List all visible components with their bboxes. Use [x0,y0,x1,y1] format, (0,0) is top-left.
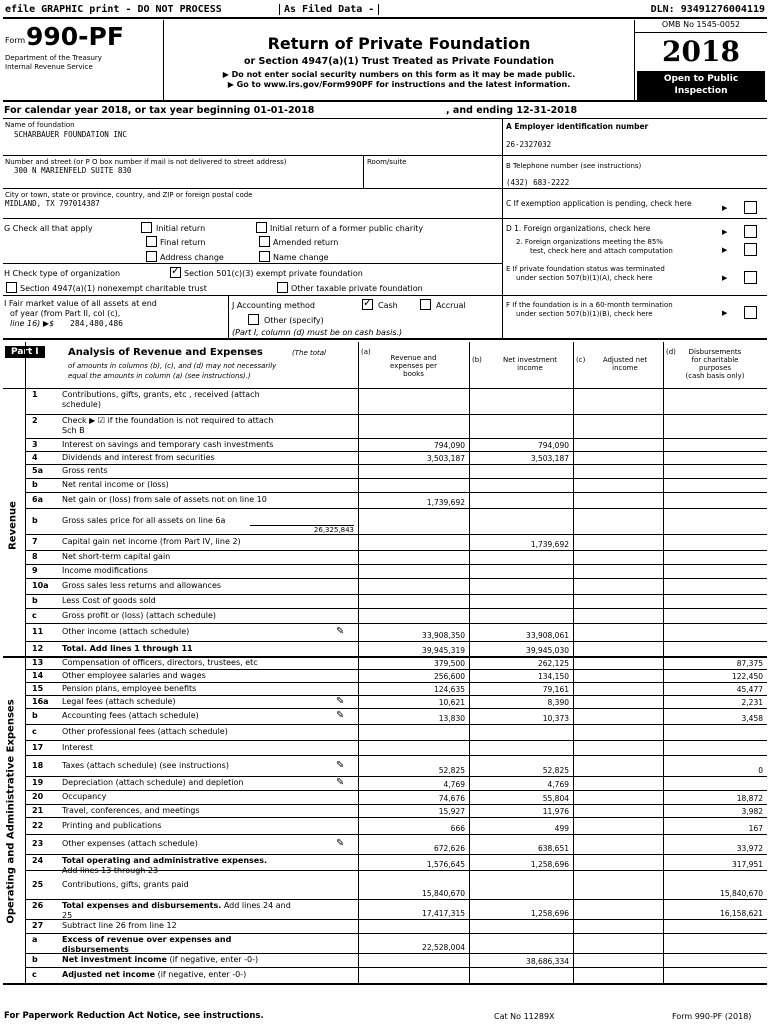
arrow-icon: ▶ [722,204,728,212]
col-b-value: 10,373 [542,714,569,723]
ein-label: A Employer identification number [506,122,649,131]
arrow-icon: ▶ [722,274,728,282]
line-number: 18 [32,760,44,770]
line-number: 4 [32,452,38,462]
initial-former-checkbox[interactable] [256,222,267,233]
row-label [62,495,267,504]
cash-checkbox[interactable] [362,299,373,310]
footer-notice: For Paperwork Reduction Act Notice, see instructions. [4,1011,264,1021]
row-label [62,792,106,801]
col-d-value: 122,450 [731,672,763,681]
other-method-checkbox[interactable] [248,314,259,325]
col-c-label: Adjusted net income [602,356,648,372]
part1-title: Analysis of Revenue and Expenses [68,347,263,358]
line-number: 24 [32,856,44,865]
i-label-2: of year (from Part II, col (c), [10,309,121,318]
phone-label: B Telephone number (see instructions) [506,162,642,170]
col-b-label: Net investment income [502,356,558,372]
col-d-header [663,342,767,388]
row-label-text: Subtract line 26 from line 12 [62,921,177,930]
row-label [62,697,176,706]
row-label-extra: (if negative, enter -0-) [155,970,247,979]
col-c-tag: (c) [576,356,586,364]
part1-note-2: of amounts in columns (b), (c), and (d) may not necessarily [68,362,277,370]
cash-label: Cash [378,301,398,310]
line-number: b [32,711,38,720]
irs-link-note[interactable]: ▶ Go to www.irs.gov/Form990PF for instructions and the latest information. [227,80,571,89]
arrow-icon: ▶ [722,309,728,317]
h-label: H Check type of organization [4,269,121,278]
col-a-value: 794,090 [433,441,465,450]
expenses-side-label: Operating and Administrative Expenses [5,699,17,924]
col-d-value: 317,951 [731,860,763,869]
row-label [62,596,156,605]
row-label-text: Gross sales price for all assets on line 6a [62,516,226,525]
row-label-text: Accounting fees (attach schedule) [62,711,199,720]
col-d-value: 18,872 [736,794,763,803]
col-a-value: 1,576,645 [426,860,465,869]
g-label: G Check all that apply [4,224,93,233]
row-label-text: Adjusted net income [62,970,156,979]
form-id-block [3,20,163,100]
row-label-text: Capital gain net income (from Part IV, line 2) [62,537,241,546]
col-a-value: 33,908,350 [422,631,465,640]
calendar-year: For calendar year 2018, or tax year beginning 01-01-2018 [4,105,315,116]
row-label-text: Check ▶ ☑ if the foundation is not required to attach [62,416,274,425]
col-b-value: 39,945,030 [526,646,569,655]
row-label-text: Pension plans, employee benefits [62,683,197,693]
col-b-value: 262,125 [537,659,569,668]
line-number: 27 [32,921,44,930]
table-bottom-line [3,983,767,985]
row-label-text: Net investment income [62,955,167,964]
c-exemption-pending: C If exemption application is pending, check here [506,199,692,208]
irs-label: Internal Revenue Service [5,63,93,71]
col-a-value: 15,927 [438,807,465,816]
name-change-checkbox[interactable] [259,251,270,262]
col-b-tag: (b) [472,356,482,364]
initial-return-label: Initial return [156,224,206,233]
h-other-checkbox[interactable] [277,282,288,293]
footer-form: Form 990-PF (2018) [672,1012,752,1021]
row-label-line2: disbursements [62,945,129,954]
row-label [62,856,267,865]
row-label [62,516,225,525]
col-d-value: 3,458 [741,714,763,723]
ssn-note: ▶ Do not enter social security numbers on this form as it may be made public. [222,70,576,79]
j-note: (Part I, column (d) must be on cash basis.) [232,328,403,337]
line-number: c [32,727,37,736]
row-label [62,711,199,720]
col-b-value: 1,258,696 [530,909,569,918]
e-label-2: under section 507(b)(1)(A), check here [516,274,653,282]
line-number: 14 [32,670,44,680]
row-label [62,743,93,752]
year-block [635,20,767,100]
row-label [62,821,161,830]
row-label [62,901,291,910]
row-label [62,453,215,462]
dept-treasury: Department of the Treasury [5,54,102,62]
row-label [62,566,148,575]
col-a-value: 10,621 [438,698,465,707]
line-number: 12 [32,643,44,653]
amended-return-label: Amended return [273,238,339,247]
line-number: a [32,935,38,944]
row-label [62,611,216,620]
d2-label-b: test, check here and attach computation [530,247,673,255]
final-return-checkbox[interactable] [146,236,157,247]
final-return-label: Final return [160,238,206,247]
line-number: b [32,955,38,964]
line-number: 15 [32,683,44,693]
row-label [62,761,229,770]
street-value: 300 N MARIENFELD SUITE 830 [14,166,132,175]
row-label-line2: Add lines 13 through 23 [62,866,159,875]
foundation-name: SCHARBAUER FOUNDATION INC [14,130,127,139]
col-a-line3: books [403,370,424,378]
row-label [62,970,246,979]
omb-number: OMB No 1545-0052 [635,20,767,33]
calendar-ending: , and ending 12-31-2018 [446,105,578,116]
row-label-text: Net short-term capital gain [62,552,171,561]
row-label [62,778,243,787]
line-number: 26 [32,901,44,910]
col-d-value: 167 [748,824,763,833]
form-number: 990-PF [26,22,124,51]
open-line-1: Open to Public [663,74,739,84]
arrow-icon: ▶ [722,228,728,236]
col-b-value: 38,686,334 [526,957,569,966]
col-a-value: 124,635 [433,685,465,694]
col-a-value: 672,626 [433,844,465,853]
row-label [62,935,231,944]
form-title-block [164,20,634,100]
col-a-value: 666 [450,824,465,833]
col-a-value: 15,840,670 [422,889,465,898]
other-method-label: Other (specify) [264,316,324,325]
open-to-public [637,71,765,101]
row-label-text: Total operating and administrative expenses. [62,856,267,865]
col-b-value: 134,150 [537,672,569,681]
attachment-icon[interactable]: ✎ [336,695,345,707]
form-title: Return of Private Foundation [267,34,531,53]
attachment-icon[interactable]: ✎ [336,710,345,721]
row-label-text: Net rental income or (loss) [62,480,169,489]
line-number: 13 [32,657,44,667]
row-label-text: Gross profit or (loss) (attach schedule) [62,610,217,620]
col-a-value: 379,500 [433,659,465,668]
d1-label: D 1. Foreign organizations, check here [506,224,651,233]
row-label [62,627,189,636]
row-label-text: Printing and publications [62,820,162,830]
j-label: J Accounting method [232,301,316,310]
col-a-value: 13,830 [438,714,465,723]
line-number: 25 [32,879,44,889]
h-other-label: Other taxable private foundation [291,284,423,293]
col-b-value: 33,908,061 [526,631,569,640]
street-label: Number and street (or P O box number if mail is not delivered to street address) [5,158,287,166]
h-4947-label: Section 4947(a)(1) nonexempt charitable trust [20,284,207,293]
row-label [62,727,228,736]
col-b-value: 1,739,692 [530,540,569,549]
accrual-checkbox[interactable] [420,299,431,310]
row-label-line2: Sch B [62,426,85,435]
amended-return-checkbox[interactable] [259,236,270,247]
f-label-1: F If the foundation is in a 60-month termination [506,301,673,309]
footer-cat: Cat No 11289X [494,1012,555,1021]
col-b-value: 638,651 [537,844,569,853]
i-label-3: line 16) ▶$ [10,319,55,328]
col-b-value: 794,090 [537,441,569,450]
col-b-value: 79,161 [542,685,569,694]
col-a-value: 3,503,187 [426,454,465,463]
col-d-line2: for charitable [691,356,739,364]
row-label-text: Contributions, gifts, grants paid [62,879,189,889]
col-b-header [469,342,573,388]
form-prefix: Form [5,36,26,45]
table-row [25,464,767,478]
h-4947-checkbox[interactable] [6,282,17,293]
line-number: c [32,970,37,979]
row-label [62,537,241,546]
row-label-text: Contributions, gifts, grants, etc , received (attach [62,390,260,399]
row-label-text: Legal fees (attach schedule) [62,696,176,706]
table-row [25,740,767,755]
row-label-text: Net gain or (loss) from sale of assets not on line 10 [62,495,267,504]
line-number: b [32,516,38,525]
row-label [62,466,108,475]
row-label-text: Income modifications [62,566,148,575]
col-a-line1: Revenue and [390,354,437,362]
city-label: City or town, state or province, country, and ZIP or foreign postal code [5,191,253,199]
line-number: 19 [32,778,44,787]
line-number: 21 [32,805,44,815]
e-checkbox[interactable] [744,271,757,284]
accrual-label: Accrual [436,301,466,310]
row-label-text: Compensation of officers, directors, trustees, etc [62,657,258,667]
attachment-icon[interactable]: ✎ [336,777,345,788]
col-a-value: 1,739,692 [426,498,465,507]
col-d-value: 15,840,670 [720,889,763,898]
row-label [62,644,193,653]
row-label-text: Less Cost of goods sold [62,596,156,605]
name-change-label: Name change [273,253,329,262]
row-label-text: Occupancy [62,792,107,801]
col-b-value: 52,825 [542,766,569,775]
line-number: 5a [32,466,43,475]
initial-return-checkbox[interactable] [141,222,152,233]
phone-value: (432) 683-2222 [506,178,570,187]
row-label [62,658,258,667]
col-d-value: 0 [758,766,763,775]
col-a-value: 74,676 [438,794,465,803]
col-d-line4: (cash basis only) [685,372,745,380]
row-label [62,581,221,590]
h-501-label: Section 501(c)(3) exempt private foundation [184,269,363,278]
address-change-label: Address change [160,253,224,262]
fmv-value: 284,480,486 [70,319,123,328]
line-number: 7 [32,537,38,546]
col-d-value: 2,231 [741,698,763,707]
row-label [62,955,258,964]
dln-label: DLN: 93491276004119 [650,4,765,15]
row-label-text: Total. Add lines 1 through 11 [62,643,193,653]
line-number: 9 [32,566,38,575]
row-label [62,921,177,930]
name-label: Name of foundation [5,121,75,129]
d2-checkbox[interactable] [744,243,757,256]
d2-label-a: 2. Foreign organizations meeting the 85% [516,238,663,246]
row-label [62,839,198,848]
row-label-text: Other employee salaries and wages [62,670,206,680]
row-label [62,880,189,889]
attachment-icon[interactable]: ✎ [336,838,345,849]
col-d-line1: Disbursements [688,348,742,356]
line-number: 20 [32,792,44,801]
row-label-line2: 25 [62,911,73,920]
address-change-checkbox[interactable] [146,251,157,262]
row-label-text: Taxes (attach schedule) (see instructions) [62,760,229,770]
part1-note-3: equal the amounts in column (a) (see instructions).) [68,372,251,380]
line-number: 23 [32,839,44,848]
row-label-text: Travel, conferences, and meetings [62,805,200,815]
line-number: b [32,480,38,489]
row-label-text: Dividends and interest from securities [62,452,215,462]
col-a-value: 4,769 [443,780,465,789]
row-label-text: Other professional fees (attach schedule) [62,727,228,736]
col-d-value: 87,375 [736,659,763,668]
f-label-2: under section 507(b)(1)(B), check here [516,310,653,318]
d1-checkbox[interactable] [744,225,757,238]
row-label [62,480,169,489]
col-a-tag: (a) [361,348,371,356]
line-number: 17 [32,742,44,752]
efile-label: efile GRAPHIC print - DO NOT PROCESS [5,4,222,15]
row-label-text: Gross sales less returns and allowances [62,581,222,590]
col-a-value: 17,417,315 [422,909,465,918]
city-value: MIDLAND, TX 797014387 [5,199,100,208]
col-a-value: 256,600 [433,672,465,681]
line-number: 22 [32,820,44,830]
col-d-tag: (d) [666,348,676,356]
row-label-line2: schedule) [62,400,101,409]
row-label [62,671,206,680]
as-filed-label: As Filed Data - [279,4,379,15]
ein-value: 26-2327032 [506,140,552,149]
part1-title-note: (The total [292,349,326,357]
col-d-value: 45,477 [736,685,763,694]
efile-banner [3,3,767,19]
form-subtitle: or Section 4947(a)(1) Trust Treated as Private Foundation [243,56,555,67]
col-b-value: 1,258,696 [530,860,569,869]
col-b-value: 3,503,187 [530,454,569,463]
row-label [62,684,196,693]
c-checkbox[interactable] [744,201,757,214]
row-label-text: Other income (attach schedule) [62,627,190,636]
row-label [62,390,260,399]
col-b-value: 499 [554,824,569,833]
f-checkbox[interactable] [744,306,757,319]
arrow-icon: ▶ [722,246,728,254]
col-b-value: 8,390 [547,698,569,707]
line-number: 11 [32,627,44,636]
row-label [62,416,273,425]
col-d-line3: purposes [698,364,732,372]
col-a-value: 52,825 [438,766,465,775]
row-label-text: Interest on savings and temporary cash investments [62,439,274,449]
inline-amount: 26,325,843 [250,525,354,534]
col-a-value: 39,945,319 [422,646,465,655]
attachment-icon[interactable]: ✎ [336,626,345,637]
line-number: 10a [32,581,49,590]
row-label-text: Interest [62,742,93,752]
section-divider [3,656,767,658]
col-b-value: 55,804 [542,794,569,803]
initial-former-label: Initial return of a former public charity [270,224,424,233]
row-label-text: Excess of revenue over expenses and [62,935,232,944]
attachment-icon[interactable]: ✎ [336,759,345,771]
line-number: c [32,610,37,620]
room-label: Room/suite [367,158,407,166]
col-c-header [573,342,663,388]
col-d-value: 3,982 [741,807,763,816]
revenue-side-label: Revenue [7,501,19,550]
part1-tag: Part I [5,346,45,358]
tax-year: 2018 [662,35,740,68]
line-number: 8 [32,552,38,561]
col-b-value: 4,769 [547,780,569,789]
row-label-text: Total expenses and disbursements. [62,901,222,910]
line-number: 1 [32,390,38,399]
h-501-checkbox[interactable] [170,267,181,278]
row-label-text: Gross rents [62,466,108,475]
col-d-value: 16,158,621 [720,909,763,918]
row-label-text: Depreciation (attach schedule) and depletion [62,778,244,787]
row-label-extra: Add lines 24 and [221,901,291,910]
line-number: 6a [32,495,43,504]
row-label-extra: (if negative, enter -0-) [166,955,259,964]
col-a-value: 22,528,004 [422,943,465,952]
col-a-header [358,342,469,388]
line-number: 3 [32,439,38,449]
col-d-value: 33,972 [736,844,763,853]
line-number: b [32,596,38,605]
i-label-1: I Fair market value of all assets at end [4,299,157,308]
col-b-value: 11,976 [542,807,569,816]
e-label-1: E If private foundation status was terminated [506,265,665,273]
line-number: 2 [32,416,38,425]
row-label-text: Other expenses (attach schedule) [62,839,198,848]
line-number: 16a [32,696,49,706]
col-a-line2: expenses per [390,362,437,370]
row-label [62,806,200,815]
row-label [62,552,170,561]
open-line-2: Inspection [674,86,728,96]
row-label [62,440,273,449]
